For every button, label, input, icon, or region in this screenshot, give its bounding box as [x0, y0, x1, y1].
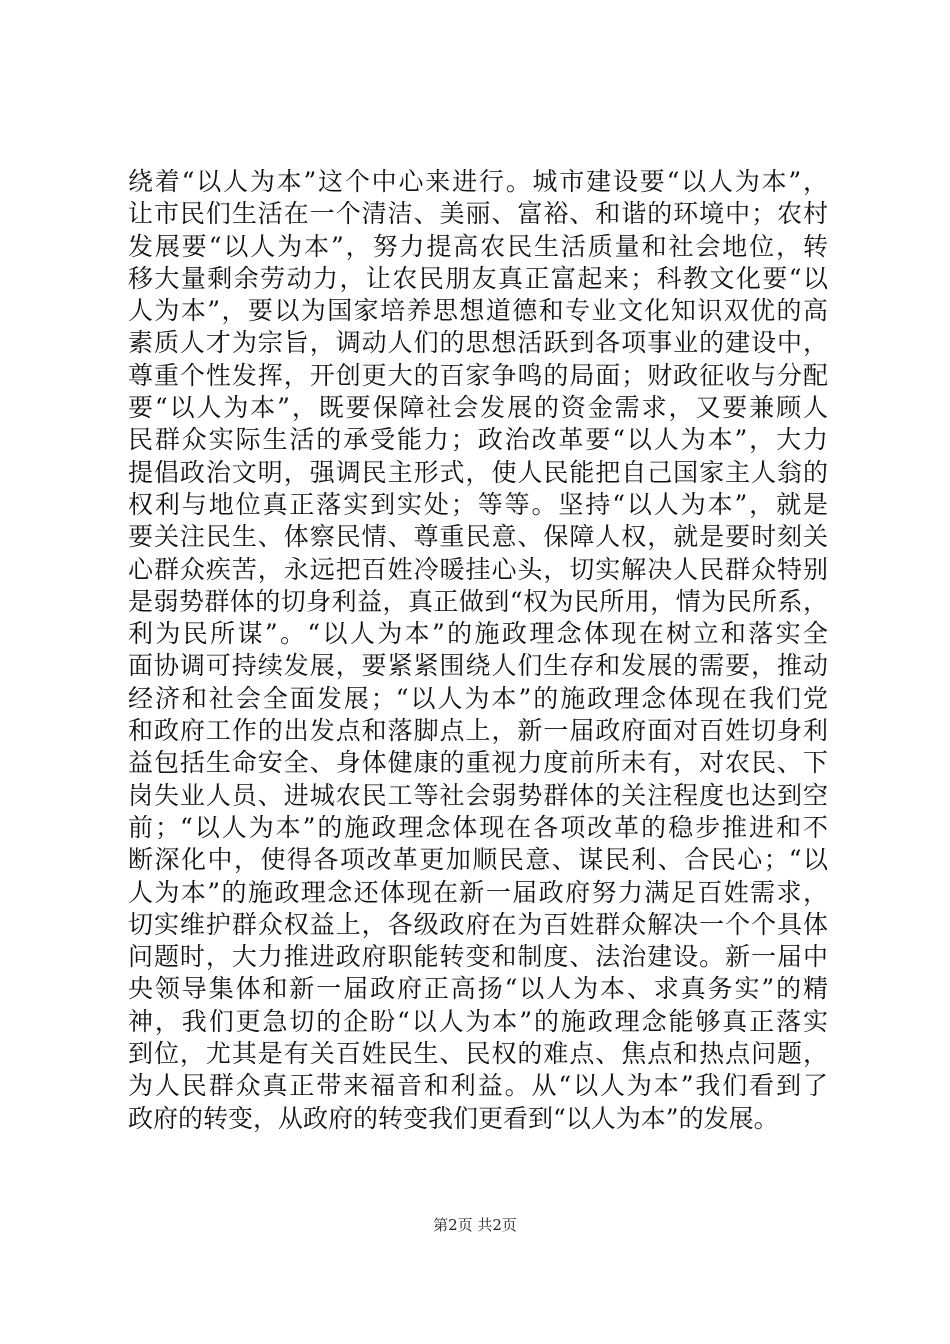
text-line: 让市民们生活在一个清洁、美丽、富裕、和谐的环境中；农村	[128, 199, 828, 229]
text-line: 断深化中，使得各项改革更加顺民意、谋民利、合民心；“以	[128, 845, 828, 875]
text-line: 央领导集体和新一届政府正高扬“以人为本、求真务实”的精	[128, 974, 828, 1004]
text-line: 利为民所谋”。“以人为本”的施政理念体现在树立和落实全	[128, 619, 828, 649]
text-line: 尊重个性发挥，开创更大的百家争鸣的局面；财政征收与分配	[128, 360, 828, 390]
text-line: 权利与地位真正落实到实处；等等。坚持“以人为本”，就是	[128, 489, 828, 519]
text-line: 绕着“以人为本”这个中心来进行。城市建设要“以人为本”，	[128, 167, 828, 196]
text-line: 移大量剩余劳动力，让农民朋友真正富起来；科教文化要“以	[128, 263, 828, 293]
text-line: 是弱势群体的切身利益，真正做到“权为民所用，情为民所系，	[128, 586, 828, 616]
text-line: 要关注民生、体察民情、尊重民意、保障人权，就是要时刻关	[128, 522, 828, 552]
text-line: 到位，尤其是有关百姓民生、民权的难点、焦点和热点问题，	[128, 1039, 828, 1069]
text-line: 面协调可持续发展，要紧紧围绕人们生存和发展的需要，推动	[128, 651, 828, 681]
text-line: 发展要“以人为本”，努力提高农民生活质量和社会地位，转	[128, 231, 828, 261]
text-line: 民群众实际生活的承受能力；政治改革要“以人为本”，大力	[128, 425, 828, 455]
text-line: 素质人才为宗旨，调动人们的思想活跃到各项事业的建设中，	[128, 328, 828, 358]
text-line: 人为本”，要以为国家培养思想道德和专业文化知识双优的高	[128, 296, 828, 326]
text-line: 和政府工作的出发点和落脚点上，新一届政府面对百姓切身利	[128, 716, 828, 746]
text-line: 为人民群众真正带来福音和利益。从“以人为本”我们看到了	[128, 1071, 828, 1101]
body-paragraph	[128, 166, 828, 1135]
text-line: 政府的转变，从政府的转变我们更看到“以人为本”的发展。	[128, 1103, 779, 1133]
text-line: 人为本”的施政理念还体现在新一届政府努力满足百姓需求，	[128, 877, 828, 907]
text-line: 提倡政治文明，强调民主形式，使人民能把自己国家主人翁的	[128, 457, 828, 487]
text-line: 问题时，大力推进政府职能转变和制度、法治建设。新一届中	[128, 942, 828, 972]
text-line: 心群众疾苦，永远把百姓冷暖挂心头，切实解决人民群众特别	[128, 554, 828, 584]
text-line: 岗失业人员、进城农民工等社会弱势群体的关注程度也达到空	[128, 780, 828, 810]
text-line: 经济和社会全面发展；“以人为本”的施政理念体现在我们党	[128, 683, 828, 713]
page-number: 第2页 共2页	[433, 1216, 517, 1234]
text-line: 益包括生命安全、身体健康的重视力度前所未有，对农民、下	[128, 748, 828, 778]
text-line: 切实维护群众权益上，各级政府在为百姓群众解决一个个具体	[128, 909, 828, 939]
text-line: 神，我们更急切的企盼“以人为本”的施政理念能够真正落实	[128, 1006, 828, 1036]
text-line: 前；“以人为本”的施政理念体现在各项改革的稳步推进和不	[128, 812, 828, 842]
text-line: 要“以人为本”，既要保障社会发展的资金需求，又要兼顾人	[128, 393, 828, 423]
